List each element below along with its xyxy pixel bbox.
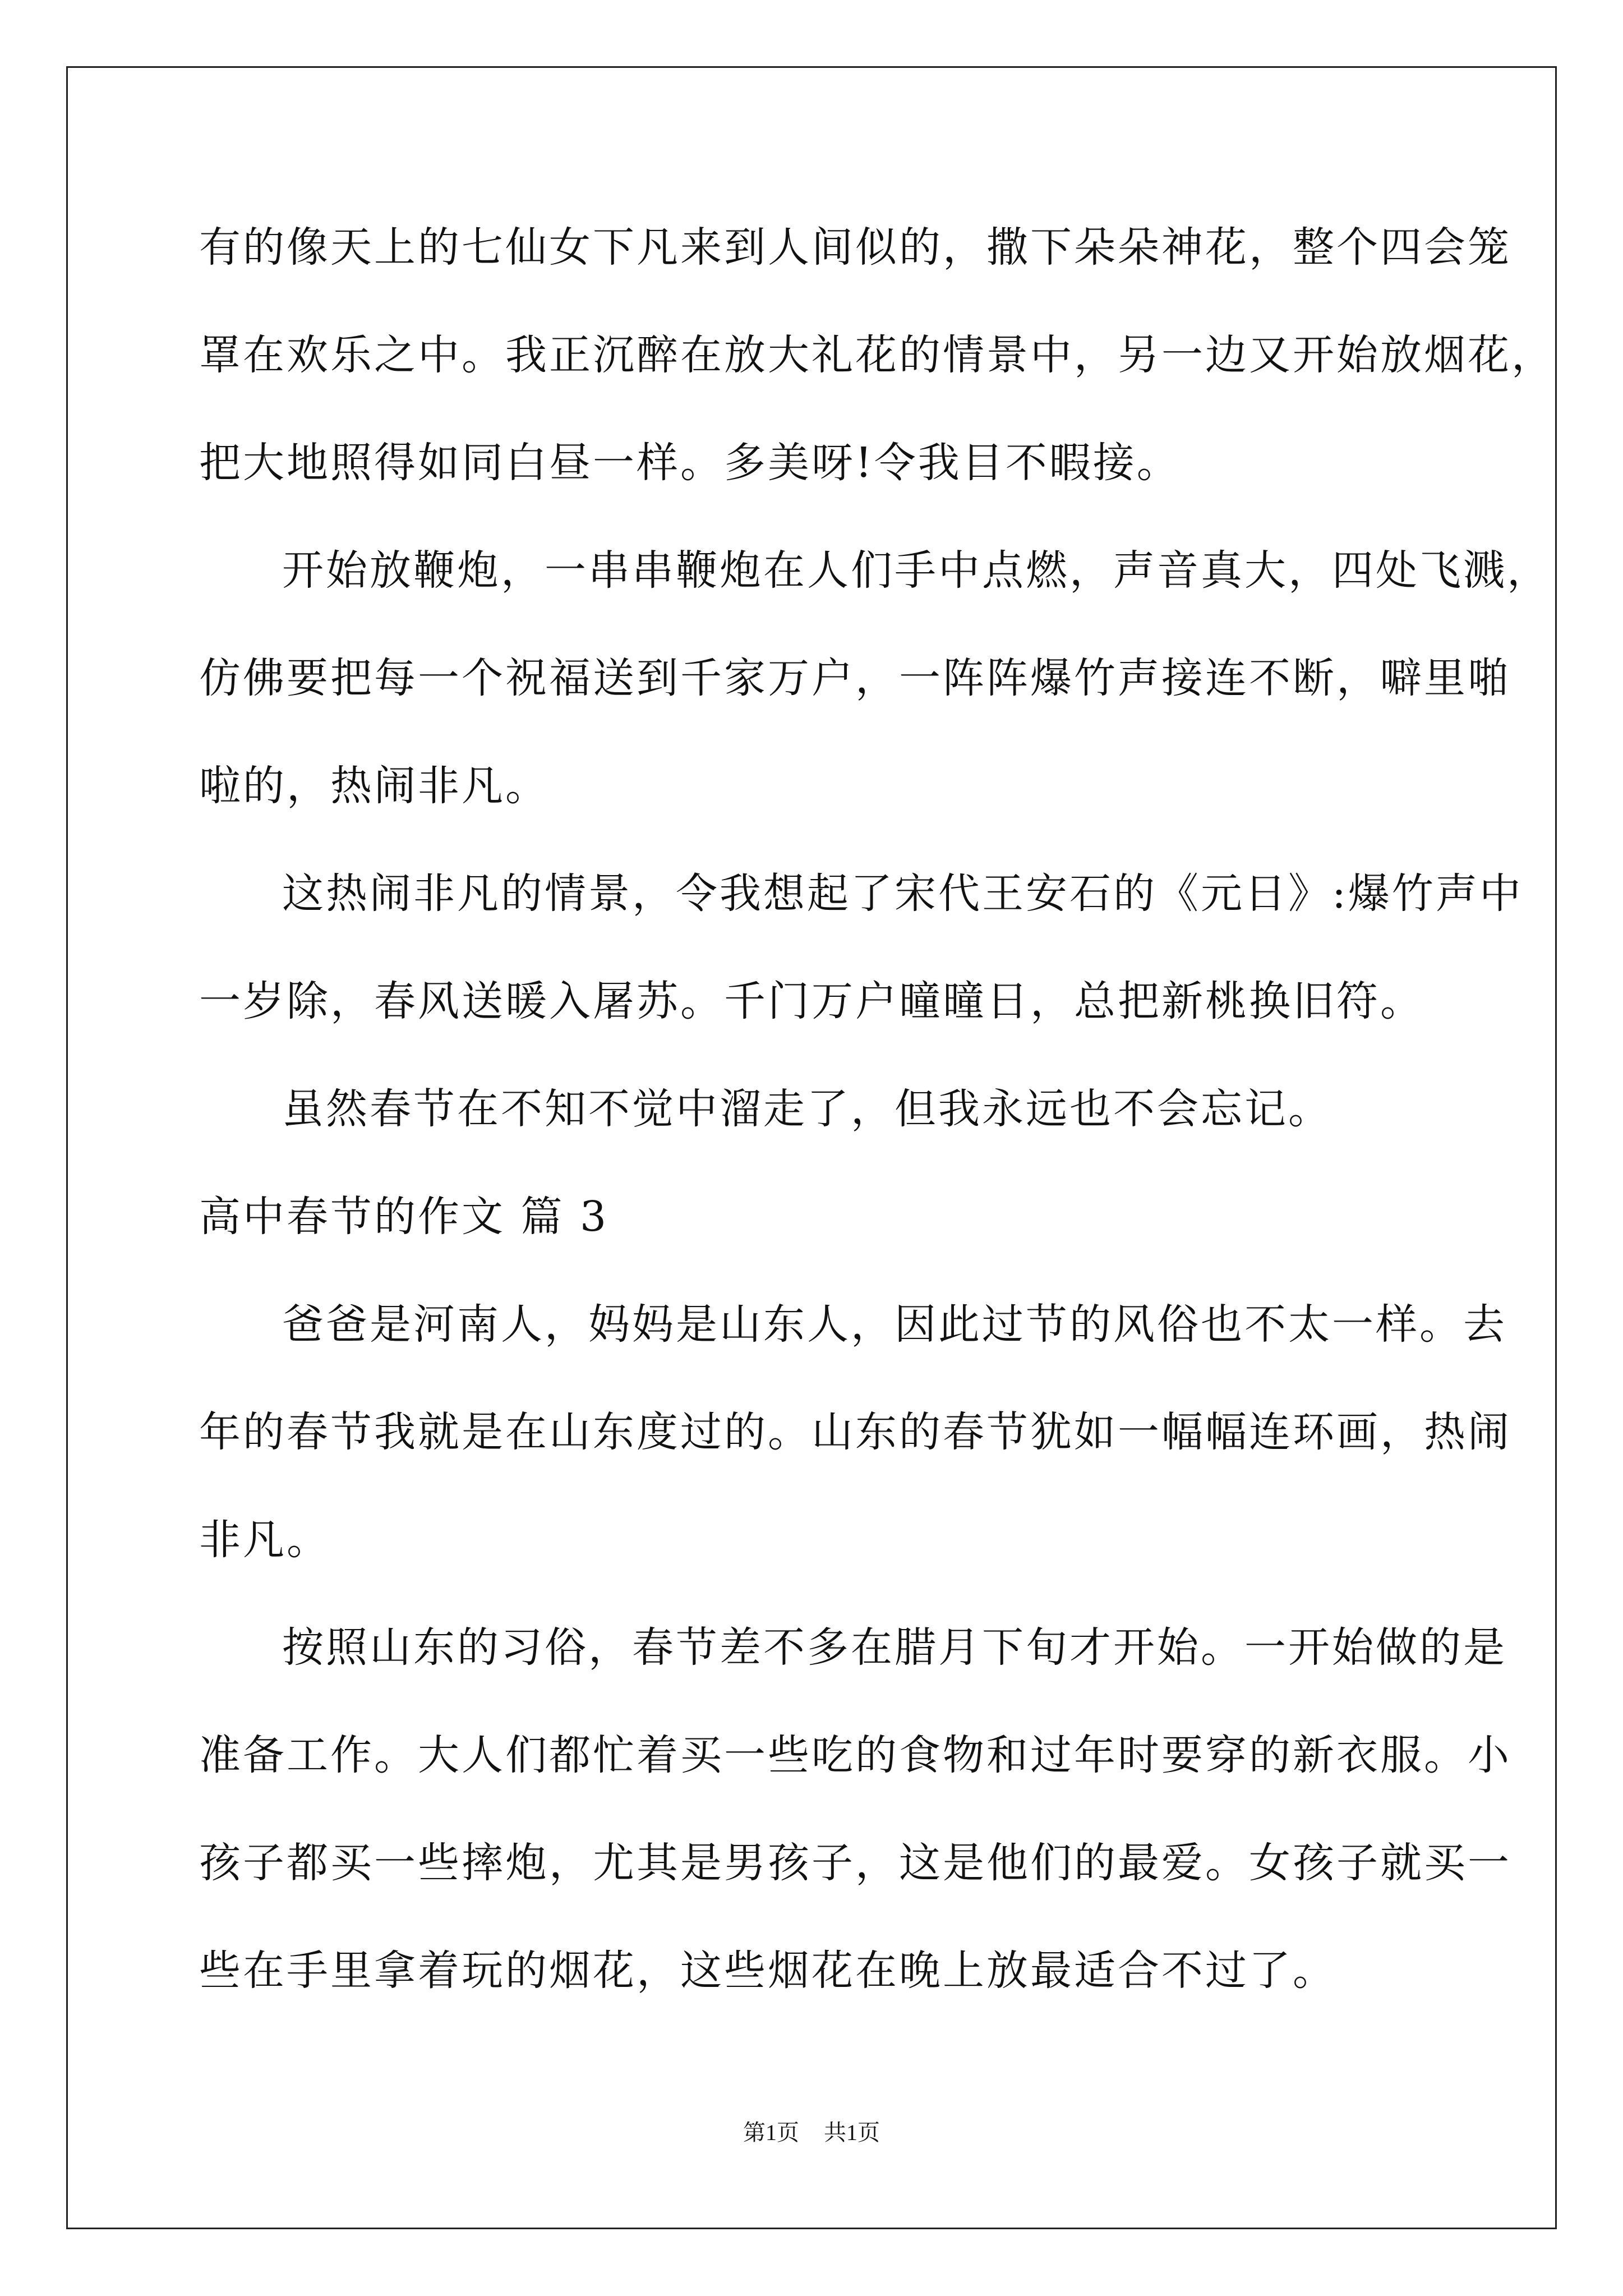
page-footer — [0, 2115, 1623, 2147]
paragraph-start-line: 开始放鞭炮，一串串鞭炮在人们手中点燃，声音真大，四处飞溅， — [282, 546, 1551, 595]
text-line: 仿佛要把每一个祝福送到千家万户，一阵阵爆竹声接连不断，噼里啪 — [199, 654, 1511, 702]
page-number: 第1页 — [743, 2120, 799, 2145]
paragraph-start-line: 爸爸是河南人，妈妈是山东人，因此过节的风俗也不太一样。去 — [282, 1300, 1507, 1349]
text-line: 年的春节我就是在山东度过的。山东的春节犹如一幅幅连环画，热闹 — [199, 1408, 1511, 1456]
text-line: 有的像天上的七仙女下凡来到人间似的，撒下朵朵神花，整个四会笼 — [199, 223, 1511, 272]
paragraph-start-line: 虽然春节在不知不觉中溜走了，但我永远也不会忘记。 — [282, 1085, 1332, 1133]
text-line: 孩子都买一些摔炮，尤其是男孩子，这是他们的最爱。女孩子就买一 — [199, 1839, 1511, 1887]
text-line: 一岁除，春风送暖入屠苏。千门万户曈曈日，总把新桃换旧符。 — [199, 977, 1424, 1025]
text-line: 非凡。 — [199, 1516, 330, 1564]
page-count: 共1页 — [824, 2120, 880, 2145]
document-body — [199, 216, 1555, 2047]
text-line: 把大地照得如同白昼一样。多美呀!令我目不暇接。 — [199, 439, 1181, 487]
paragraph-start-line: 这热闹非凡的情景，令我想起了宋代王安石的《元日》:爆竹声中 — [282, 869, 1523, 918]
text-line: 些在手里拿着玩的烟花，这些烟花在晚上放最适合不过了。 — [199, 1947, 1336, 1995]
text-line: 准备工作。大人们都忙着买一些吃的食物和过年时要穿的新衣服。小 — [199, 1731, 1511, 1779]
text-line: 啦的，热闹非凡。 — [199, 762, 549, 810]
paragraph-start-line: 按照山东的习俗，春节差不多在腊月下旬才开始。一开始做的是 — [282, 1623, 1507, 1672]
text-line: 罩在欢乐之中。我正沉醉在放大礼花的情景中，另一边又开始放烟花， — [199, 331, 1555, 379]
section-heading: 高中春节的作文 篇 3 — [199, 1193, 609, 1241]
